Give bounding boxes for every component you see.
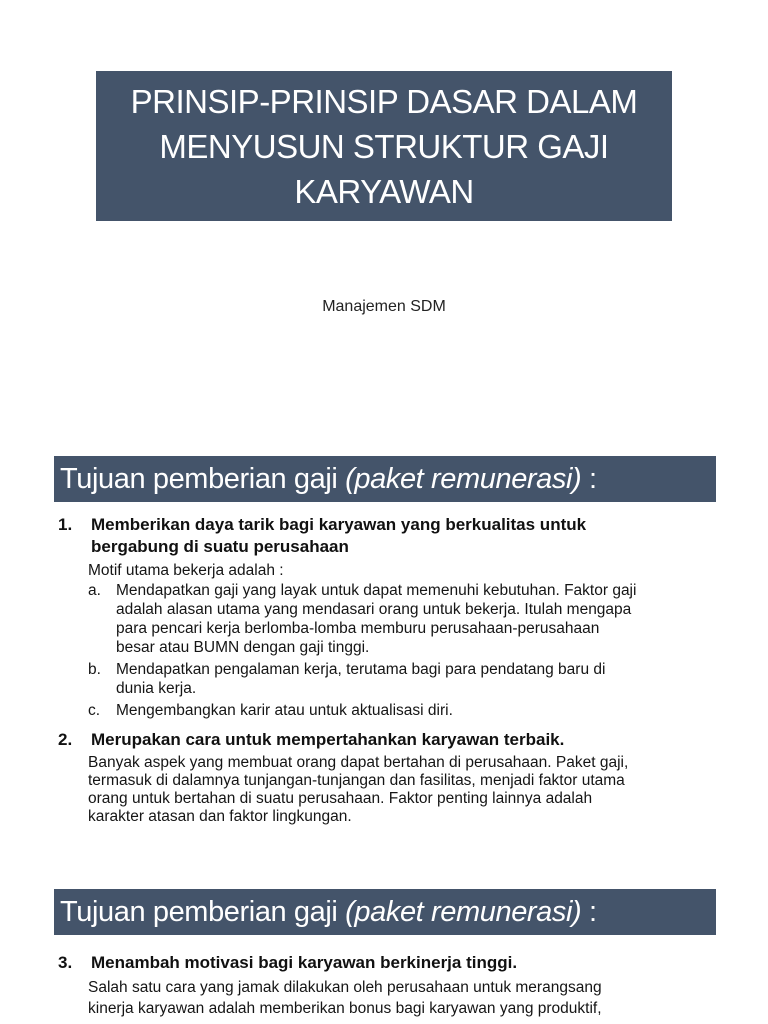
item-1-number: 1. [58,515,73,534]
item-2-number: 2. [58,730,73,749]
sub-a-line-4: besar atau BUMN dengan gaji tinggi. [116,639,370,656]
sub-a-line-3: para pencari kerja berlomba-lomba memburu perusahaan-perusahaan [116,620,600,637]
sub-b-label: b. [88,661,101,678]
para-2-line-1: Banyak aspek yang membuat orang dapat bertahan di perusahaan. Paket gaji, [88,754,629,771]
slide2-heading [54,456,716,502]
slide2-heading-tail: : [581,463,597,495]
slide1-subtitle: Manajemen SDM [322,298,446,315]
para-2-line-3: orang untuk bertahan di suatu perusahaan. Faktor penting lainnya adalah [88,790,593,807]
sub-a-line-2: adalah alasan utama yang mendasari orang untuk bekerja. Itulah mengapa [116,601,632,618]
para-2-line-2: termasuk di dalamnya tunjangan-tunjangan dan fasilitas, menjadi faktor utama [88,772,625,789]
item-2-text: Merupakan cara untuk mempertahankan karyawan terbaik. [91,730,565,749]
para-3-line-2: kinerja karyawan adalah memberikan bonus bagi karyawan yang produktif, [88,1000,602,1017]
sub-b-line-1: Mendapatkan pengalaman kerja, terutama bagi para pendatang baru di [116,661,606,678]
slide2-heading-main: Tujuan pemberian gaji [60,463,346,495]
item-3-number: 3. [58,953,73,972]
sub-a-label: a. [88,582,101,599]
item-3-text: Menambah motivasi bagi karyawan berkinerja tinggi. [91,953,518,972]
slide2-intro: Motif utama bekerja adalah : [88,562,284,579]
slide3-heading-main: Tujuan pemberian gaji [60,896,346,928]
sub-c-label: c. [88,702,101,719]
para-2-line-4: karakter atasan dan faktor lingkungan. [88,808,352,825]
sub-b-line-2: dunia kerja. [116,680,197,697]
para-3-line-1: Salah satu cara yang jamak dilakukan oleh perusahaan untuk merangsang [88,979,602,996]
slide3-heading-tail: : [581,896,597,928]
slide3-heading [54,889,716,935]
item-1-line-1: Memberikan daya tarik bagi karyawan yang berkualitas untuk [91,515,587,534]
slide1-title-line-3: KARYAWAN [294,172,474,210]
slide1-title-box [96,71,672,221]
slide2-heading-italic: (paket remunerasi) [345,463,582,495]
item-1-line-2: bergabung di suatu perusahaan [91,537,349,556]
sub-c-line-1: Mengembangkan karir atau untuk aktualisasi diri. [116,702,453,719]
slide1-title-line-1: PRINSIP-PRINSIP DASAR DALAM [130,82,638,120]
slide1-title-line-2: MENYUSUN STRUKTUR GAJI [159,127,609,165]
slide3-heading-italic: (paket remunerasi) [345,896,582,928]
sub-a-line-1: Mendapatkan gaji yang layak untuk dapat memenuhi kebutuhan. Faktor gaji [116,582,637,599]
